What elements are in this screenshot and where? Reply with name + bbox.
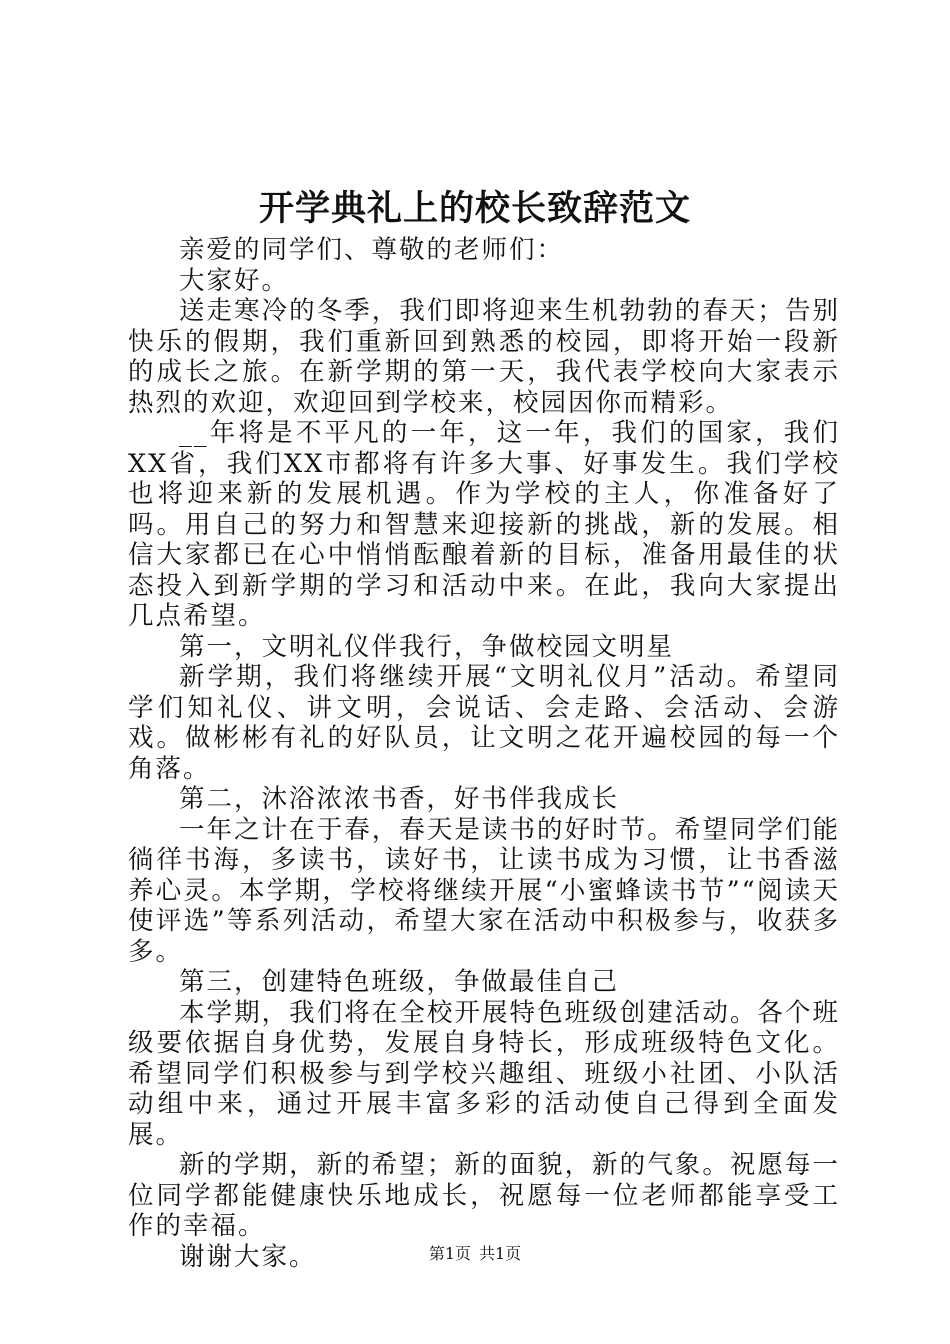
- paragraph-point-two: 一年之计在于春，春天是读书的好时节。希望同学们能徜徉书海，多读书，读好书，让读书成为习惯，让书香滋养心灵。本学期，学校将继续开展“小蜜蜂读书节”“阅读天使评选”等系列活动，希望大家在活动中积极参与，收获多多。: [128, 814, 840, 967]
- document-body: [128, 235, 840, 1272]
- greeting: 大家好。: [179, 265, 290, 296]
- salutation: 亲爱的同学们、尊敬的老师们：: [179, 235, 565, 265]
- paragraph-new-year: __年将是不平凡的一年，这一年，我们的国家，我们XX省，我们XX市都将有许多大事、好事发生。我们学校也将迎来新的发展机遇。作为学校的主人，你准备好了吗。用自己的努力和智慧来迎接新的挑战，新的发展。相信大家都已在心中悄悄酝酿着新的目标，准备用最佳的状态投入到新学期的学习和活动中来。在此，我向大家提出几点希望。: [128, 418, 840, 631]
- document-title: 开学典礼上的校长致辞范文: [258, 188, 691, 229]
- paragraph-closing: 新的学期，新的希望；新的面貌，新的气象。祝愿每一位同学都能健康快乐地成长，祝愿每一位老师都能享受工作的幸福。: [128, 1150, 840, 1241]
- page-total: 共1页: [479, 1244, 522, 1263]
- heading-point-one: 第一，文明礼仪伴我行，争做校园文明星: [179, 631, 675, 662]
- paragraph-point-one: 新学期，我们将继续开展“文明礼仪月”活动。希望同学们知礼仪、讲文明，会说话、会走路、会活动、会游戏。做彬彬有礼的好队员，让文明之花开遍校园的每一个角落。: [128, 662, 840, 784]
- heading-point-three: 第三，创建特色班级，争做最佳自己: [179, 967, 620, 997]
- page-number: 第1页: [428, 1244, 471, 1263]
- paragraph-welcome: 送走寒冷的冬季，我们即将迎来生机勃勃的春天；告别快乐的假期，我们重新回到熟悉的校园，即将开始一段新的成长之旅。在新学期的第一天，我代表学校向大家表示热烈的欢迎，欢迎回到学校来，校园因你而精彩。: [128, 296, 840, 418]
- paragraph-point-three: 本学期，我们将在全校开展特色班级创建活动。各个班级要依据自身优势，发展自身特长，形成班级特色文化。希望同学们积极参与到学校兴趣组、班级小社团、小队活动组中来，通过开展丰富多彩的活动使自己得到全面发展。: [128, 997, 840, 1150]
- heading-point-two: 第二，沐浴浓浓书香，好书伴我成长: [179, 784, 620, 814]
- thanks: 谢谢大家。: [179, 1241, 317, 1272]
- page-footer: [0, 1244, 950, 1264]
